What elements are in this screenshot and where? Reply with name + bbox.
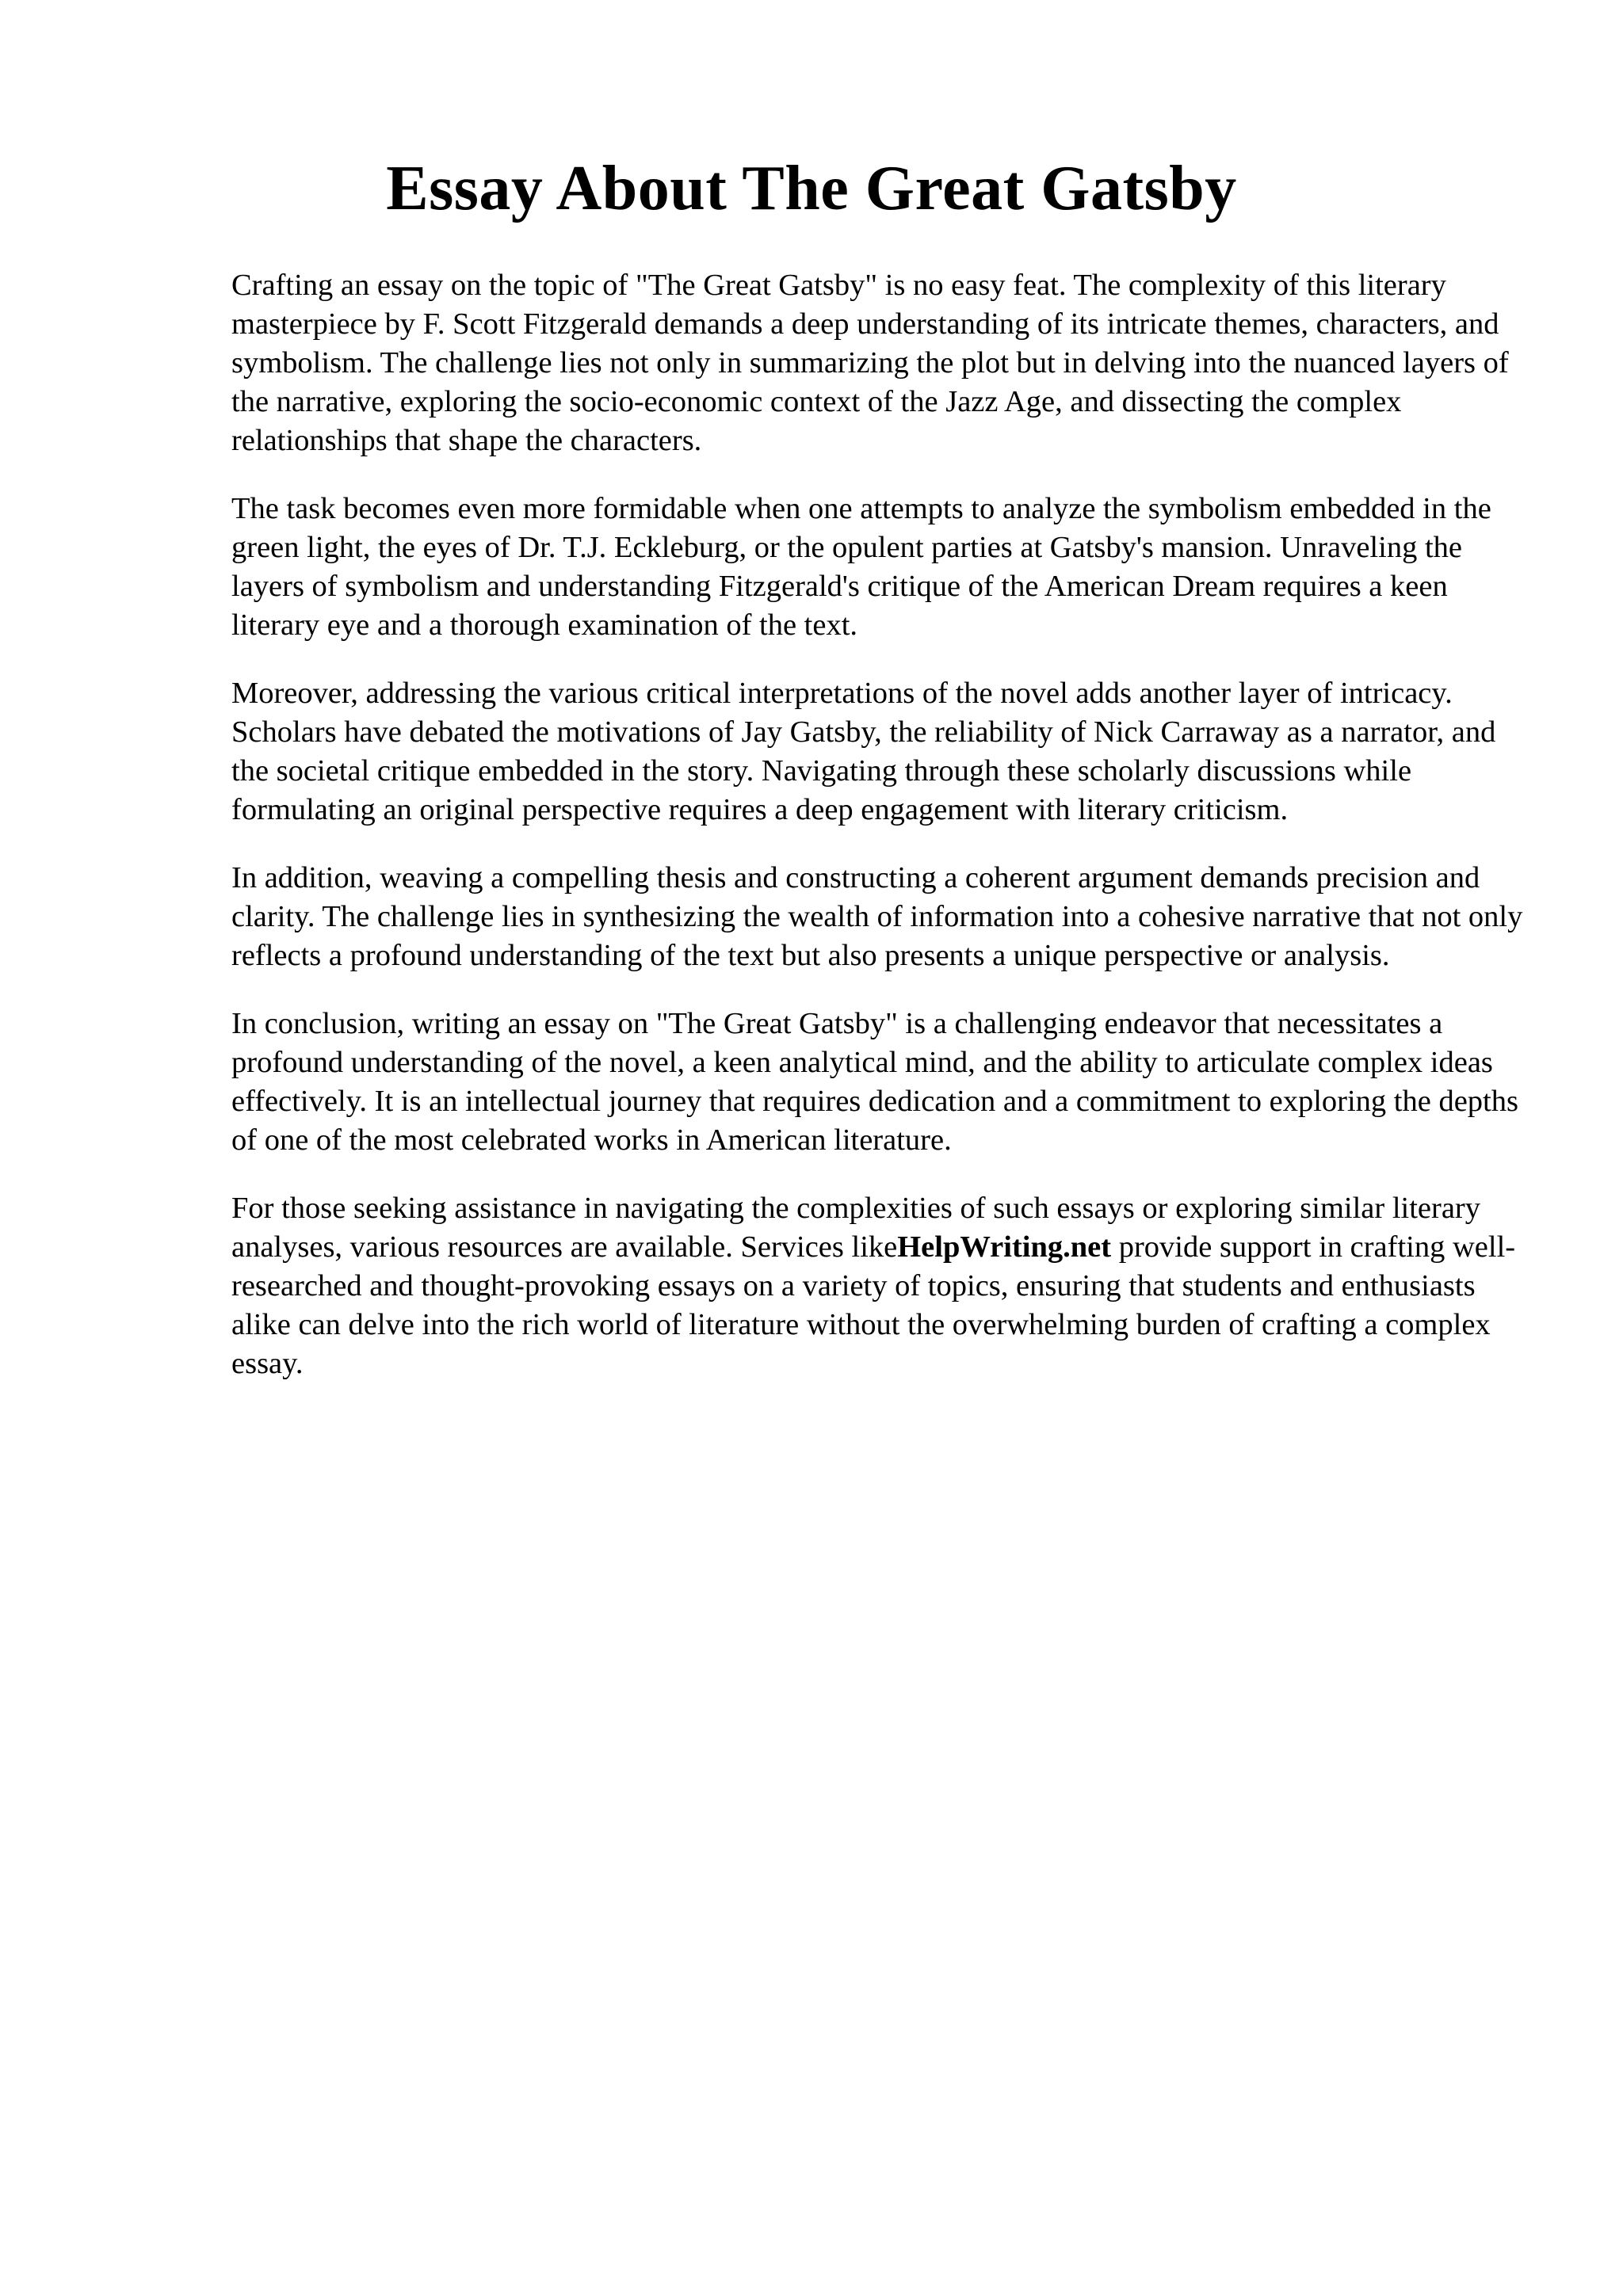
paragraph-intro: Crafting an essay on the topic of "The Great Gatsby" is no easy feat. The complexity of this literary masterpiece by F. Scott Fitzgerald demands a deep understanding of its intricate themes, characters, and symbolism. The challenge lies not only in summarizing the plot but in delving into the nuanced layers of the narrative, exploring the socio-economic context of the Jazz Age, and dissecting the complex relationships that shape the characters. bbox=[231, 269, 1509, 457]
paragraph-symbolism: The task becomes even more formidable when one attempts to analyze the symbolism embedded in the green light, the eyes of Dr. T.J. Eckleburg, or the opulent parties at Gatsby's mansion. Unraveling the layers of symbolism and understanding Fitzgerald's critique of the American Dream requires a keen literary eye and a thorough examination of the text. bbox=[231, 492, 1491, 642]
paragraph-interpretations: Moreover, addressing the various critical interpretations of the novel adds another layer of intricacy. Scholars have debated the motivations of Jay Gatsby, the reliability of Nick Carraway as a narrator, and the societal critique embedded in the story. Navigating through these scholarly discussions while formulating an original perspective requires a deep engagement with literary criticism. bbox=[231, 677, 1496, 826]
resources-text-before: For those seeking assistance in navigating the complexities of such essays or exploring similar literary analyses, various resources are available. Services like bbox=[231, 1192, 1480, 1264]
essay-title: Essay About The Great Gatsby bbox=[386, 154, 1237, 223]
resources-text-after: provide support in crafting well-researched and thought-provoking essays on a variety of topics, ensuring that students and enthusiasts alike can delve into the rich world of literature without the overwhelming burden of crafting a complex essay. bbox=[231, 1230, 1516, 1380]
paragraph-thesis: In addition, weaving a compelling thesis and constructing a coherent argument demands precision and clarity. The challenge lies in synthesizing the wealth of information into a cohesive narrative that not only reflects a profound understanding of the text but also presents a unique perspective or analysis. bbox=[231, 861, 1523, 972]
paragraph-conclusion: In conclusion, writing an essay on "The Great Gatsby" is a challenging endeavor that necessitates a profound understanding of the novel, a keen analytical mind, and the ability to articulate complex ideas effectively. It is an intellectual journey that requires dedication and a commitment to exploring the depths of one of the most celebrated works in American literature. bbox=[231, 1007, 1518, 1157]
service-name-link[interactable]: HelpWriting.net bbox=[897, 1230, 1112, 1264]
essay-body bbox=[231, 266, 1539, 1413]
paragraph-resources bbox=[231, 1189, 1539, 1383]
